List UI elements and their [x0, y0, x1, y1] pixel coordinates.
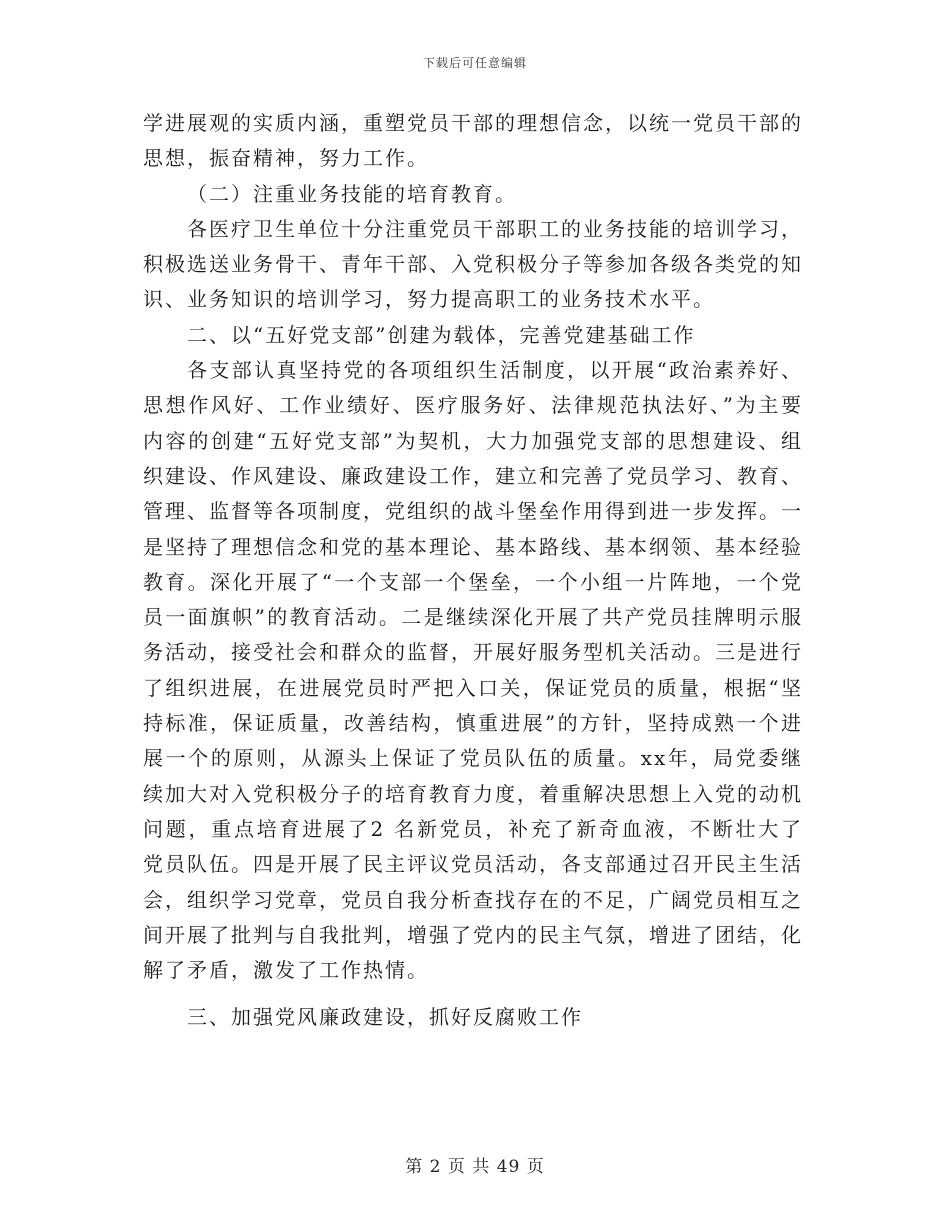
footer-middle: 页 共 — [447, 1157, 491, 1177]
body-paragraph: 各支部认真坚持党的各项组织生活制度，以开展“政治素养好、思想作风好、工作业绩好、医疗服务好、法律规范执法好、”为主要内容的创建“五好党支部”为契机，大力加强党支部的思想建设、组织建设、作风建设、廉政建设工作，建立和完善了党员学习、教育、管理、监督等各项制度，党组织的战斗堡垒作用得到进一步发挥。一是坚持了理想信念和党的基本理论、基本路线、基本纲领、基本经验教育。深化开展了“一个支部一个堡垒，一个小组一片阵地，一个党员一面旗帜”的教育活动。二是继续深化开展了共产党员挂牌明示服务活动，接受社会和群众的监督，开展好服务型机关活动。三是进行了组织进展，在进展党员时严把入口关，保证党员的质量，根据“坚持标准，保证质量，改善结构，慎重进展”的方针，坚持成熟一个进展一个的原则，从源头上保证了党员队伍的质量。xx年，局党委继续加大对入党积极分子的培育教育力度，着重解决思想上入党的动机问题，重点培育进展了2 名新党员，补充了新奇血液，不断壮大了党员队伍。四是开展了民主评议党员活动，各支部通过召开民主生活会，组织学习党章，党员自我分析查找存在的不足，广阔党员相互之间开展了批判与自我批判，增强了党内的民主气氛，增进了团结，化解了矛盾，激发了工作热情。 — [143, 358, 803, 983]
page-header: 下载后可任意编辑 — [422, 56, 527, 70]
footer-prefix: 第 — [405, 1157, 424, 1177]
document-body — [143, 106, 803, 1036]
body-paragraph-continuation: 学进展观的实质内涵，重塑党员干部的理想信念，以统一党员干部的思想，振奋精神，努力工作。 — [143, 111, 803, 171]
footer-page-number: 2 — [429, 1157, 442, 1177]
body-paragraph: 各医疗卫生单位十分注重党员干部职工的业务技能的培训学习，积极选送业务骨干、青年干部、入党积极分子等参加各级各类党的知识、业务知识的培训学习，努力提高职工的业务技术水平。 — [143, 216, 803, 312]
section-heading: 三、加强党风廉政建设，抓好反腐败工作 — [187, 1005, 583, 1030]
section-heading: 二、以“五好党支部”创建为载体，完善党建基础工作 — [187, 322, 696, 347]
footer-total-pages: 49 — [496, 1157, 521, 1177]
footer-suffix: 页 — [526, 1157, 545, 1177]
section-subheading: （二）注重业务技能的培育教育。 — [187, 181, 517, 206]
page-footer — [0, 1152, 950, 1177]
